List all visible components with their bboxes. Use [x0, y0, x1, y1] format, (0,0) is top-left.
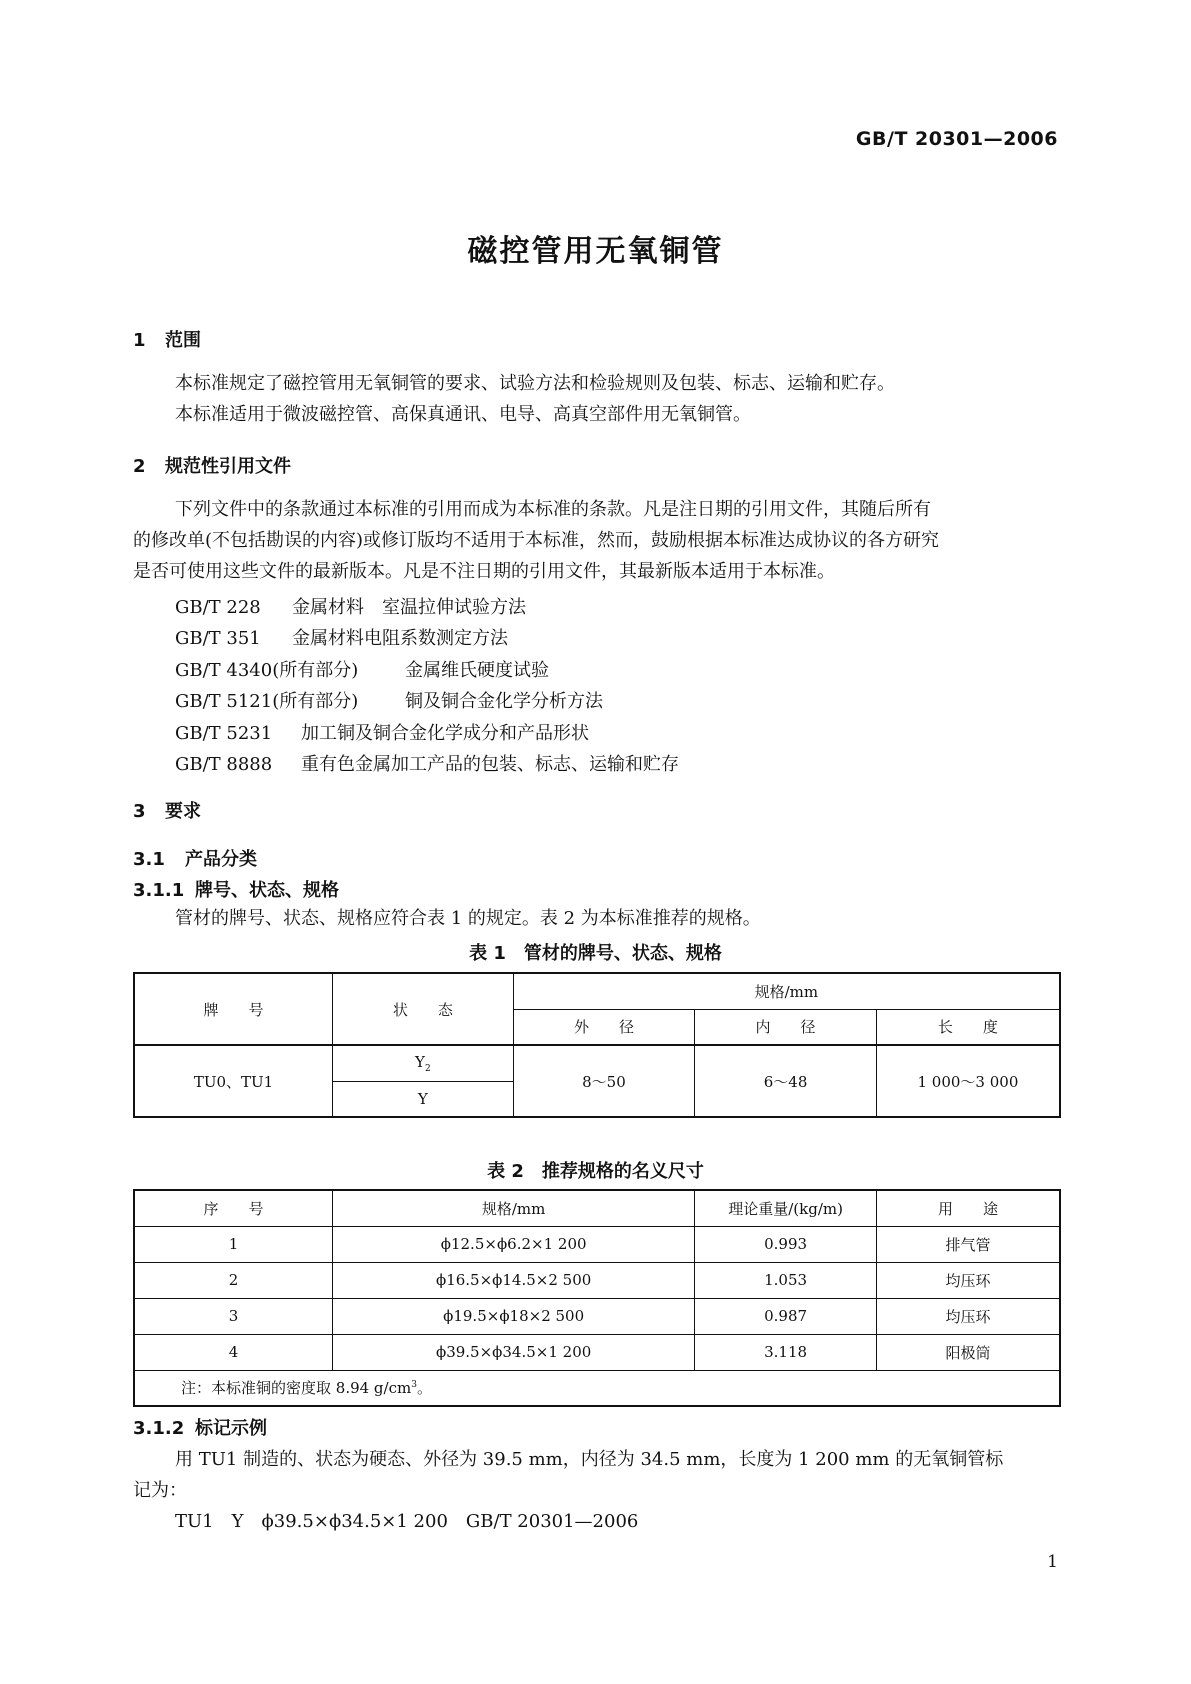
table-2	[133, 1189, 1061, 1407]
section-2-title: 规范性引用文件	[165, 456, 291, 477]
header-grade: 牌 号	[134, 973, 333, 1045]
section-1-line-2: 本标准适用于微波磁控管、高保真通讯、电导、高真空部件用无氧铜管。	[175, 404, 751, 425]
marking-example: TU1 Y ϕ39.5×ϕ34.5×1 200 GB/T 20301—2006	[175, 1511, 639, 1532]
cell-use: 阳极筒	[876, 1334, 1060, 1370]
section-3-title: 要求	[165, 801, 201, 822]
section-3-1-title: 产品分类	[185, 849, 257, 870]
table-note	[134, 1370, 1060, 1406]
cell-serial-number: 4	[134, 1334, 333, 1370]
reference-item	[175, 624, 508, 650]
cell-serial-number: 3	[134, 1298, 333, 1334]
section-1-line-1: 本标准规定了磁控管用无氧铜管的要求、试验方法和检验规则及包装、标志、运输和贮存。	[175, 373, 895, 394]
table-1	[133, 972, 1061, 1118]
section-3-1-1-number: 3.1.1	[133, 880, 185, 901]
section-3-1-2-body	[133, 1444, 1061, 1537]
table-row	[134, 1334, 1060, 1370]
page-number: 1	[1047, 1552, 1058, 1572]
cell-temper-y2	[333, 1045, 514, 1081]
reference-item	[175, 687, 603, 713]
note-end: 。	[416, 1379, 432, 1398]
cell-spec: ϕ16.5×ϕ14.5×2 500	[333, 1262, 695, 1298]
section-3-1-2-line-1: 用 TU1 制造的、状态为硬态、外径为 39.5 mm，内径为 34.5 mm，长度为 1 200 mm 的无氧铜管标	[175, 1449, 1004, 1470]
reference-title: 铜及铜合金化学分析方法	[405, 691, 603, 712]
section-3-heading	[133, 797, 201, 823]
reference-title: 金属材料电阻系数测定方法	[292, 628, 508, 649]
header-theoretical-weight: 理论重量/(kg/m)	[695, 1190, 877, 1226]
cell-weight: 0.993	[695, 1226, 877, 1262]
reference-item	[175, 750, 679, 776]
temper-symbol: Y	[415, 1052, 425, 1071]
section-1-number: 1	[133, 330, 146, 351]
section-3-1-2-line-2: 记为：	[133, 1480, 187, 1501]
reference-item	[175, 593, 526, 619]
section-3-number: 3	[133, 801, 146, 822]
section-1-heading	[133, 326, 201, 352]
cell-weight: 1.053	[695, 1262, 877, 1298]
section-2-number: 2	[133, 456, 146, 477]
header-temper: 状 态	[333, 973, 514, 1045]
cell-serial-number: 2	[134, 1262, 333, 1298]
section-1-title: 范围	[165, 330, 201, 351]
header-length: 长 度	[876, 1009, 1060, 1045]
reference-code: GB/T 351	[175, 628, 261, 649]
header-spec: 规格/mm	[513, 973, 1060, 1009]
section-2-body	[133, 494, 1061, 587]
cell-weight: 0.987	[695, 1298, 877, 1334]
cell-inner-diameter: 6～48	[695, 1045, 877, 1117]
reference-item	[175, 719, 589, 745]
temper-subscript: 2	[424, 1063, 431, 1074]
section-3-1-2-number: 3.1.2	[133, 1418, 185, 1439]
header-spec: 规格/mm	[333, 1190, 695, 1226]
reference-title: 金属维氏硬度试验	[405, 660, 549, 681]
header-serial-number: 序 号	[134, 1190, 333, 1226]
header-inner-diameter: 内 径	[695, 1009, 877, 1045]
cell-temper-y: Y	[333, 1081, 514, 1117]
section-1-body	[133, 368, 1061, 430]
cell-spec: ϕ39.5×ϕ34.5×1 200	[333, 1334, 695, 1370]
document-title: 磁控管用无氧铜管	[467, 234, 724, 269]
section-3-1-2-title: 标记示例	[195, 1418, 267, 1439]
table-row	[134, 1045, 1060, 1081]
reference-title: 金属材料 室温拉伸试验方法	[292, 597, 526, 618]
table-note-row	[134, 1370, 1060, 1406]
table-header-row	[134, 1190, 1060, 1226]
table-2-caption: 表 2 推荐规格的名义尺寸	[487, 1161, 704, 1182]
table-row	[134, 1226, 1060, 1262]
section-3-1-1-title: 牌号、状态、规格	[195, 880, 339, 901]
reference-item	[175, 656, 549, 682]
reference-title: 加工铜及铜合金化学成分和产品形状	[301, 723, 589, 744]
section-2-line-1: 下列文件中的条款通过本标准的引用而成为本标准的条款。凡是注日期的引用文件，其随后所有	[175, 499, 931, 520]
cell-outer-diameter: 8～50	[513, 1045, 695, 1117]
table-row	[134, 1262, 1060, 1298]
section-3-1-1-text: 管材的牌号、状态、规格应符合表 1 的规定。表 2 为本标准推荐的规格。	[175, 908, 761, 929]
reference-code: GB/T 5231	[175, 723, 273, 744]
cell-weight: 3.118	[695, 1334, 877, 1370]
table-1-caption: 表 1 管材的牌号、状态、规格	[469, 943, 722, 964]
cell-use: 排气管	[876, 1226, 1060, 1262]
section-2-line-3: 是否可使用这些文件的最新版本。凡是不注日期的引用文件，其最新版本适用于本标准。	[133, 561, 835, 582]
section-2-heading	[133, 452, 291, 478]
cell-length: 1 000～3 000	[876, 1045, 1060, 1117]
section-3-1-2-heading	[133, 1414, 267, 1440]
section-2-line-2: 的修改单(不包括勘误的内容)或修订版均不适用于本标准，然而，鼓励根据本标准达成协议的各方研究	[133, 530, 940, 551]
section-3-1-number: 3.1	[133, 849, 165, 870]
header-use: 用 途	[876, 1190, 1060, 1226]
cell-use: 均压环	[876, 1298, 1060, 1334]
reference-code: GB/T 4340(所有部分)	[175, 660, 359, 681]
reference-title: 重有色金属加工产品的包装、标志、运输和贮存	[301, 754, 679, 775]
cell-use: 均压环	[876, 1262, 1060, 1298]
section-3-1-1-heading	[133, 876, 339, 902]
header-outer-diameter: 外 径	[513, 1009, 695, 1045]
cell-grade: TU0、TU1	[134, 1045, 333, 1117]
section-3-1-1-body	[133, 903, 1061, 934]
note-text: 注：本标准铜的密度取 8.94 g/cm	[181, 1379, 412, 1398]
reference-code: GB/T 5121(所有部分)	[175, 691, 359, 712]
reference-code: GB/T 228	[175, 597, 261, 618]
cell-spec: ϕ12.5×ϕ6.2×1 200	[333, 1226, 695, 1262]
cell-spec: ϕ19.5×ϕ18×2 500	[333, 1298, 695, 1334]
standard-number: GB/T 20301—2006	[855, 128, 1058, 150]
cell-serial-number: 1	[134, 1226, 333, 1262]
reference-code: GB/T 8888	[175, 754, 273, 775]
table-row	[134, 1298, 1060, 1334]
note-superscript: 3	[411, 1380, 417, 1391]
table-header-row	[134, 973, 1060, 1009]
section-3-1-heading	[133, 845, 257, 871]
